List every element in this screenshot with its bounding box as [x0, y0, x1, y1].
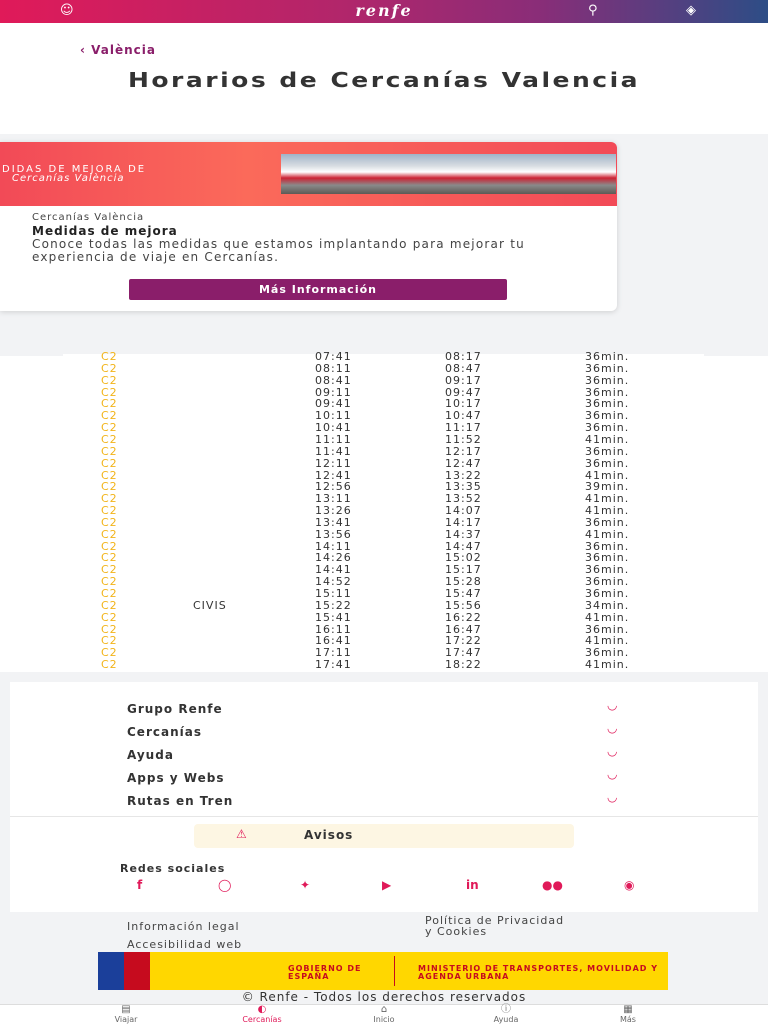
- line-code: C2: [101, 444, 118, 458]
- arrival-time: 13:22: [445, 468, 482, 482]
- nav-label: Más: [620, 1015, 636, 1024]
- arrival-time: 16:22: [445, 610, 482, 624]
- line-code: C2: [101, 598, 118, 612]
- nav-ayuda[interactable]: [466, 1005, 546, 1024]
- arrival-time: 17:22: [445, 634, 482, 648]
- departure-time: 12:41: [315, 468, 352, 482]
- line-code: C2: [101, 397, 118, 411]
- twitter-icon[interactable]: ✦: [300, 878, 311, 892]
- chevron-down-icon: ◡: [607, 767, 618, 781]
- nav-label: Cercanías: [242, 1015, 282, 1024]
- line-code: C2: [101, 646, 118, 660]
- line-code: C2: [101, 539, 118, 553]
- departure-time: 16:11: [315, 622, 352, 636]
- departure-time: 11:41: [315, 444, 352, 458]
- departure-time: 13:26: [315, 504, 352, 518]
- duration: 36min.: [585, 646, 630, 660]
- arrival-time: 09:17: [445, 373, 482, 387]
- departure-time: 13:41: [315, 515, 352, 529]
- duration: 41min.: [585, 468, 630, 482]
- arrival-time: 08:17: [445, 350, 482, 363]
- line-code: C2: [101, 563, 118, 577]
- top-bar: [0, 0, 768, 23]
- duration: 36min.: [585, 361, 630, 375]
- facebook-icon[interactable]: f: [137, 878, 143, 892]
- arrival-time: 13:35: [445, 480, 482, 494]
- arrival-time: 10:17: [445, 397, 482, 411]
- line-code: C2: [101, 432, 118, 446]
- nav-cercanias[interactable]: [222, 1005, 302, 1024]
- nav-inicio[interactable]: [344, 1005, 424, 1024]
- instagram-icon[interactable]: ◯: [218, 878, 232, 892]
- line-code: C2: [101, 421, 118, 435]
- youtube-icon[interactable]: ▶: [382, 878, 392, 892]
- duration: 41min.: [585, 432, 630, 446]
- footer-menu-apps[interactable]: [127, 767, 647, 787]
- eu-flag-icon: [98, 952, 124, 990]
- schedule-row: [63, 529, 704, 541]
- arrival-time: 11:52: [445, 432, 482, 446]
- arrival-time: 15:17: [445, 563, 482, 577]
- departure-time: 08:11: [315, 361, 352, 375]
- chevron-down-icon: ◡: [607, 721, 618, 735]
- arrival-time: 14:07: [445, 504, 482, 518]
- spain-flag-icon: [124, 952, 150, 990]
- arrival-time: 15:47: [445, 587, 482, 600]
- departure-time: 14:26: [315, 551, 352, 565]
- promo-subtitle: Cercanías València: [32, 212, 145, 223]
- chevron-left-icon: ‹: [80, 43, 92, 57]
- duration: 36min.: [585, 421, 630, 435]
- departure-time: 09:41: [315, 397, 352, 411]
- duration: 41min.: [585, 504, 630, 518]
- departure-time: 10:11: [315, 409, 352, 423]
- departure-time: 15:11: [315, 587, 352, 600]
- line-code: C2: [101, 468, 118, 482]
- chevron-down-icon: ◡: [607, 698, 618, 712]
- duration: 36min.: [585, 539, 630, 553]
- departure-time: 10:41: [315, 421, 352, 435]
- duration: 41min.: [585, 634, 630, 648]
- line-code: C2: [101, 504, 118, 518]
- duration: 36min.: [585, 551, 630, 565]
- line-code: C2: [101, 385, 118, 399]
- avisos-label: Avisos: [304, 828, 354, 842]
- accessibility-link[interactable]: Accesibilidad web: [127, 938, 243, 951]
- copyright-text: © Renfe - Todos los derechos reservados: [241, 990, 527, 1004]
- line-code: C2: [101, 587, 118, 600]
- promo-banner: [0, 142, 617, 206]
- duration: 36min.: [585, 456, 630, 470]
- duration: 36min.: [585, 587, 630, 600]
- schedule-row: [63, 458, 704, 470]
- blog-icon[interactable]: ◉: [624, 878, 635, 892]
- duration: 41min.: [585, 527, 630, 541]
- arrival-time: 18:22: [445, 658, 482, 672]
- line-code: C2: [101, 361, 118, 375]
- line-code: C2: [101, 634, 118, 648]
- train-icon: ▤: [121, 1004, 131, 1015]
- departure-time: 09:11: [315, 385, 352, 399]
- chevron-down-icon: ◡: [607, 744, 618, 758]
- more-info-button[interactable]: Más Información: [129, 279, 507, 300]
- flickr-icon[interactable]: ●●: [542, 878, 563, 892]
- footer-menu-label: Grupo Renfe: [127, 702, 223, 716]
- schedule-row: [63, 612, 704, 624]
- line-code: C2: [101, 409, 118, 423]
- schedule-row: [63, 446, 704, 458]
- duration: 36min.: [585, 515, 630, 529]
- footer-menu-label: Rutas en Tren: [127, 794, 234, 808]
- line-code: C2: [101, 373, 118, 387]
- gov-divider: [394, 956, 395, 986]
- duration: 36min.: [585, 622, 630, 636]
- renfe-logo[interactable]: renfe: [355, 1, 413, 20]
- divider: [10, 816, 758, 817]
- nav-viajar[interactable]: [86, 1005, 166, 1024]
- duration: 36min.: [585, 373, 630, 387]
- arrival-time: 14:17: [445, 515, 482, 529]
- departure-time: 13:56: [315, 527, 352, 541]
- arrival-time: 14:47: [445, 539, 482, 553]
- page-title: Horarios de Cercanías Valencia: [127, 68, 641, 92]
- user-icon[interactable]: ☺: [60, 3, 74, 18]
- duration: 36min.: [585, 385, 630, 399]
- arrival-time: 17:47: [445, 646, 482, 660]
- promo-card: [0, 142, 617, 311]
- departure-time: 12:56: [315, 480, 352, 494]
- duration: 41min.: [585, 610, 630, 624]
- line-code: C2: [101, 551, 118, 565]
- avisos-button[interactable]: [194, 824, 574, 848]
- duration: 41min.: [585, 658, 630, 672]
- footer-menu-label: Cercanías: [127, 725, 202, 739]
- duration: 36min.: [585, 397, 630, 411]
- observations: CIVIS: [193, 598, 227, 612]
- schedule-table: [63, 350, 704, 672]
- arrival-time: 12:47: [445, 456, 482, 470]
- chevron-down-icon: ◡: [607, 790, 618, 804]
- info-icon: ⓘ: [501, 1004, 511, 1015]
- line-code: C2: [101, 480, 118, 494]
- departure-time: 08:41: [315, 373, 352, 387]
- promo-text: Conoce todas las medidas que estamos implantando para mejorar tu experiencia de viaje en Cercanías.: [32, 237, 525, 264]
- footer-menu-label: Apps y Webs: [127, 771, 225, 785]
- promo-banner-line1: DIDAS DE MEJORA DE: [2, 164, 147, 175]
- arrival-time: 11:17: [445, 421, 482, 435]
- arrival-time: 16:47: [445, 622, 482, 636]
- departure-time: 17:11: [315, 646, 352, 660]
- departure-time: 15:41: [315, 610, 352, 624]
- arrival-time: 15:56: [445, 598, 482, 612]
- duration: 36min.: [585, 575, 630, 589]
- departure-time: 14:11: [315, 539, 352, 553]
- back-link[interactable]: [80, 43, 156, 57]
- nav-label: Inicio: [373, 1015, 395, 1024]
- line-code: C2: [101, 575, 118, 589]
- footer-menu-grupo-renfe[interactable]: [127, 698, 647, 718]
- arrival-time: 15:02: [445, 551, 482, 565]
- departure-time: 16:41: [315, 634, 352, 648]
- privacy-link[interactable]: Política de Privacidad y Cookies: [425, 914, 565, 938]
- linkedin-icon[interactable]: in: [466, 878, 479, 892]
- arrival-time: 13:52: [445, 492, 482, 506]
- grid-icon: ▦: [623, 1004, 633, 1015]
- line-code: C2: [101, 350, 118, 363]
- train-image: [281, 154, 616, 194]
- duration: 36min.: [585, 409, 630, 423]
- departure-time: 11:11: [315, 432, 352, 446]
- footer-menu-label: Ayuda: [127, 748, 174, 762]
- footer-menu-rutas[interactable]: [127, 790, 647, 810]
- departure-time: 13:11: [315, 492, 352, 506]
- duration: 36min.: [585, 444, 630, 458]
- line-code: C2: [101, 622, 118, 636]
- nav-label: Ayuda: [493, 1015, 519, 1024]
- social-title: Redes sociales: [120, 862, 226, 875]
- globe-icon[interactable]: ◈: [686, 3, 696, 18]
- government-logo: [98, 952, 668, 990]
- ministerio-label: MINISTERIO DE TRANSPORTES, MOVILIDAD Y AGENDA URBANA: [418, 964, 658, 981]
- arrival-time: 12:17: [445, 444, 482, 458]
- arrival-time: 14:37: [445, 527, 482, 541]
- gobierno-label: GOBIERNO DE ESPAÑA: [288, 964, 362, 981]
- footer-menu-cercanias[interactable]: [127, 721, 647, 741]
- duration: 39min.: [585, 480, 630, 494]
- warning-icon: ⚠: [236, 827, 247, 841]
- footer-menu-ayuda[interactable]: [127, 744, 647, 764]
- departure-time: 07:41: [315, 350, 352, 363]
- bottom-nav: [0, 1004, 768, 1025]
- line-code: C2: [101, 658, 118, 672]
- line-code: C2: [101, 610, 118, 624]
- footer-card: [10, 682, 758, 912]
- nav-label: Viajar: [114, 1015, 138, 1024]
- nav-mas[interactable]: [588, 1005, 668, 1024]
- schedule-row: [63, 375, 704, 387]
- line-code: C2: [101, 527, 118, 541]
- departure-time: 12:11: [315, 456, 352, 470]
- duration: 36min.: [585, 563, 630, 577]
- arrival-time: 09:47: [445, 385, 482, 399]
- duration: 41min.: [585, 492, 630, 506]
- line-code: C2: [101, 515, 118, 529]
- departure-time: 14:41: [315, 563, 352, 577]
- line-code: C2: [101, 456, 118, 470]
- cercanias-icon: ◐: [257, 1004, 267, 1015]
- line-code: C2: [101, 492, 118, 506]
- back-label: València: [91, 43, 156, 57]
- departure-time: 15:22: [315, 598, 352, 612]
- duration: 34min.: [585, 598, 630, 612]
- schedule-row: [63, 659, 704, 671]
- arrival-time: 10:47: [445, 409, 482, 423]
- search-icon[interactable]: ⚲: [588, 3, 598, 18]
- promo-heading: Medidas de mejora: [32, 224, 178, 238]
- departure-time: 14:52: [315, 575, 352, 589]
- promo-banner-line2: Cercanías València: [12, 173, 125, 184]
- legal-info-link[interactable]: Información legal: [127, 920, 240, 933]
- arrival-time: 15:28: [445, 575, 482, 589]
- arrival-time: 08:47: [445, 361, 482, 375]
- home-icon: ⌂: [380, 1004, 388, 1015]
- departure-time: 17:41: [315, 658, 352, 672]
- duration: 36min.: [585, 350, 630, 363]
